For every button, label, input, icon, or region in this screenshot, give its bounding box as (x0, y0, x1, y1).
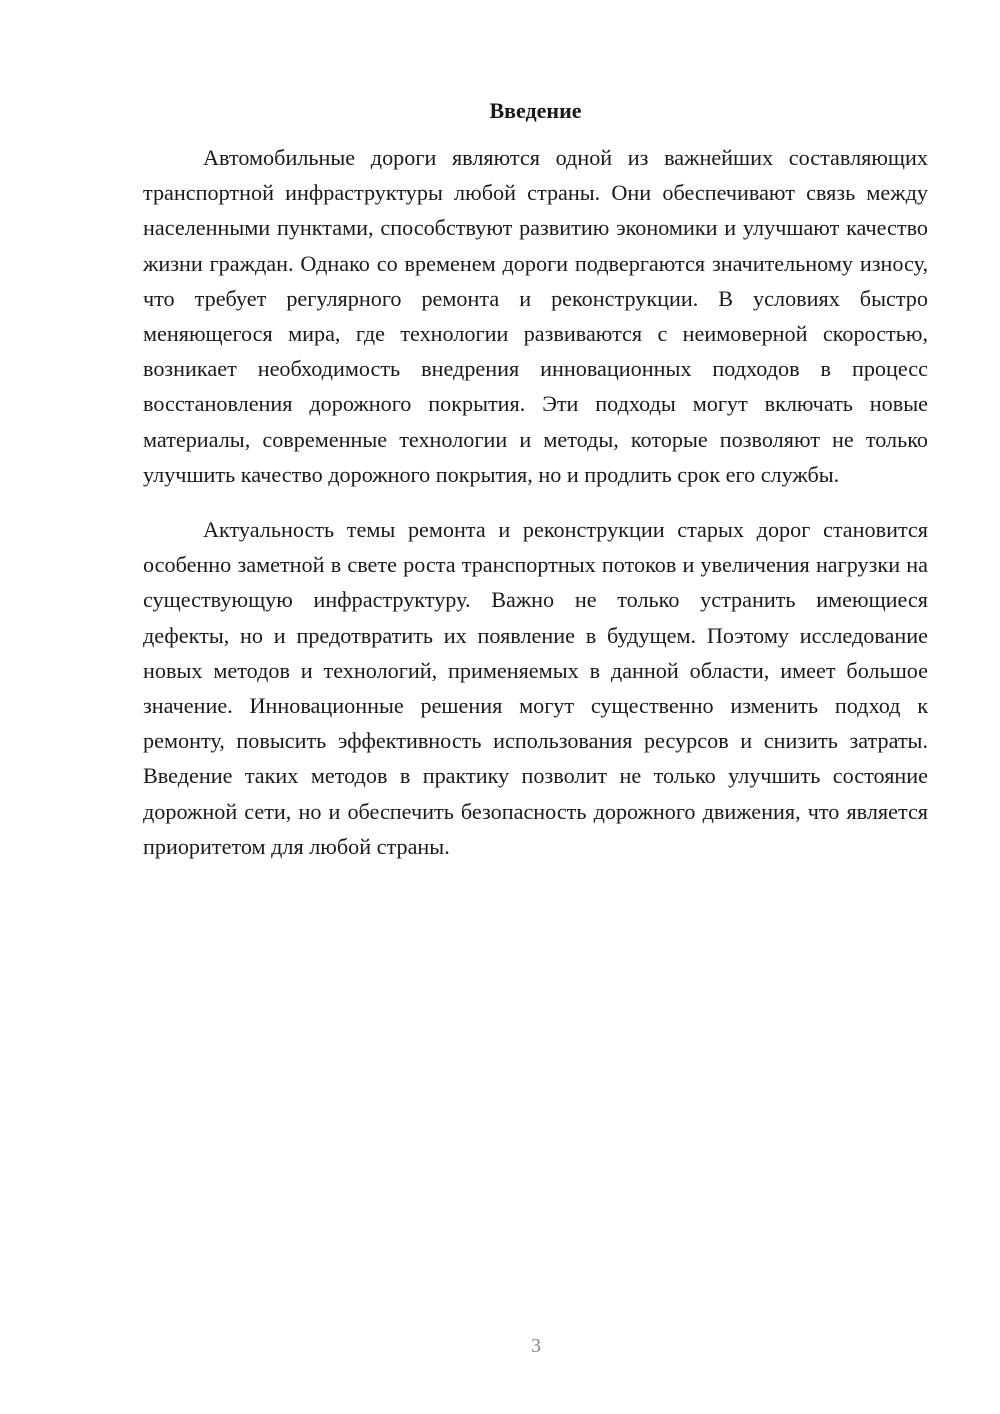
paragraph-intro: Автомобильные дороги являются одной из важнейших составляющих транспортной инфраструктуры любой страны. Они обеспечивают связь между населенными пунктами, способствуют развитию экономики и улучшают качество жизни граждан. Однако со временем дороги подвергаются значительному износу, что требует регулярного ремонта и реконструкции. В условиях быстро меняющегося мира, где технологии развиваются с неимоверной скоростью, возникает необходимость внедрения инновационных подходов в процесс восстановления дорожного покрытия. Эти подходы могут включать новые материалы, современные технологии и методы, которые позволяют не только улучшить качество дорожного покрытия, но и продлить срок его службы. (143, 145, 928, 487)
section-heading: Введение (489, 98, 582, 123)
page-number: 3 (531, 1335, 541, 1357)
paragraph-relevance: Актуальность темы ремонта и реконструкции старых дорог становится особенно заметной в свете роста транспортных потоков и увеличения нагрузки на существующую инфраструктуру. Важно не только устранить имеющиеся дефекты, но и предотвратить их появление в будущем. Поэтому исследование новых методов и технологий, применяемых в данной области, имеет большое значение. Инновационные решения могут существенно изменить подход к ремонту, повысить эффективность использования ресурсов и снизить затраты. Введение таких методов в практику позволит не только улучшить состояние дорожной сети, но и обеспечить безопасность дорожного движения, что является приоритетом для любой страны. (143, 517, 928, 859)
page-body (143, 94, 928, 864)
